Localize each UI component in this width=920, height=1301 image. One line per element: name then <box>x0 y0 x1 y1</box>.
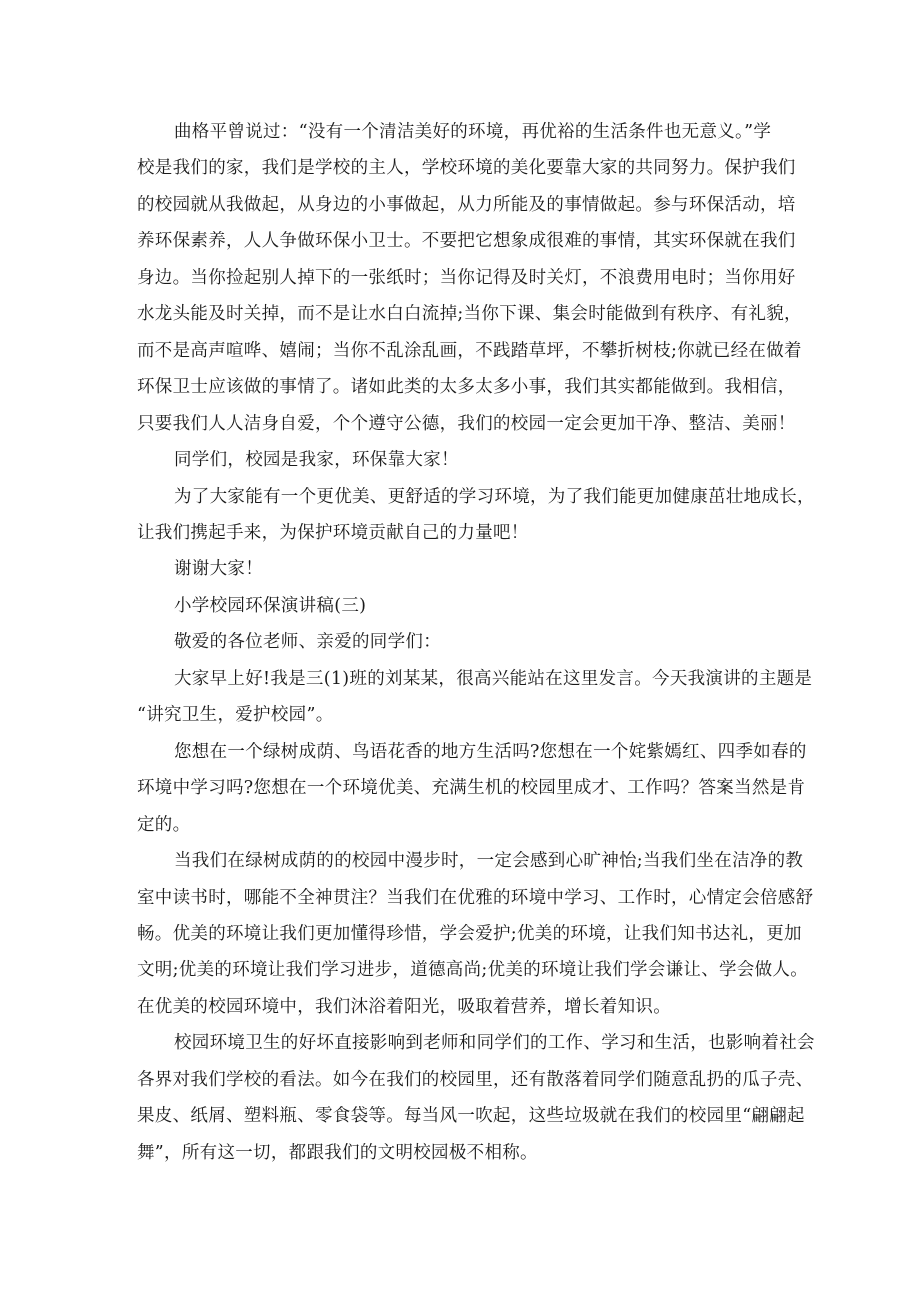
text-line: 环境中学习吗?您想在一个环境优美、充满生机的校园里成才、工作吗？答案当然是肯 <box>137 778 806 798</box>
text-line: 养环保素养，人人争做环保小卫士。不要把它想象成很难的事情，其实环保就在我们 <box>137 231 796 251</box>
text-line: 文明;优美的环境让我们学习进步，道德高尚;优美的环境让我们学会谦让、学会做人。 <box>137 960 808 980</box>
text-line: 各界对我们学校的看法。如今在我们的校园里，还有散落着同学们随意乱扔的瓜子壳、 <box>137 1070 814 1090</box>
text-line: 畅。优美的环境让我们更加懂得珍惜，学会爱护;优美的环境，让我们知书达礼，更加 <box>137 924 802 944</box>
text-line: 同学们，校园是我家，环保靠大家！ <box>174 450 459 470</box>
text-line: 在优美的校园环境中，我们沐浴着阳光，吸取着营养，增长着知识。 <box>137 997 671 1017</box>
text-line: 当我们在绿树成荫的的校园中漫步时，一定会感到心旷神怡;当我们坐在洁净的教 <box>174 851 804 871</box>
text-line: 环保卫士应该做的事情了。诸如此类的太多太多小事，我们其实都能做到。我相信， <box>137 377 796 397</box>
text-line: 的校园就从我做起，从身边的小事做起，从力所能及的事情做起。参与环保活动，培 <box>137 195 796 215</box>
section-title: 小学校园环保演讲稿(三) <box>174 596 367 616</box>
text-line: 校园环境卫生的好坏直接影响到老师和同学们的工作、学习和生活，也影响着社会 <box>174 1033 815 1053</box>
text-line: 而不是高声喧哗、嬉闹；当你不乱涂乱画，不践踏草坪，不攀折树枝;你就已经在做着 <box>137 341 802 361</box>
text-line: 定的。 <box>137 815 191 835</box>
text-line: 水龙头能及时关掉，而不是让水白白流掉;当你下课、集会时能做到有秩序、有礼貌， <box>137 304 802 324</box>
text-line: 身边。当你捡起别人掉下的一张纸时；当你记得及时关灯，不浪费用电时；当你用好 <box>137 268 796 288</box>
text-line: 敬爱的各位老师、亲爱的同学们： <box>174 632 441 652</box>
text-line: 室中读书时，哪能不全神贯注？当我们在优雅的环境中学习、工作时，心情定会倍感舒 <box>137 888 814 908</box>
text-line: 让我们携起手来，为保护环境贡献自己的力量吧！ <box>137 523 529 543</box>
text-line: 舞”，所有这一切，都跟我们的文明校园极不相称。 <box>137 1143 538 1163</box>
text-line: 只要我们人人洁身自爱，个个遵守公德，我们的校园一定会更加干净、整洁、美丽！ <box>137 414 796 434</box>
text-line: 果皮、纸屑、塑料瓶、零食袋等。每当风一吹起，这些垃圾就在我们的校园里“翩翩起 <box>137 1106 805 1126</box>
text-line: “讲究卫生，爱护校园”。 <box>137 705 334 725</box>
text-line: 为了大家能有一个更优美、更舒适的学习环境，为了我们能更加健康茁壮地成长， <box>174 487 815 507</box>
text-line: 曲格平曾说过：“没有一个清洁美好的环境，再优裕的生活条件也无意义。”学 <box>174 122 772 142</box>
text-line: 校是我们的家，我们是学校的主人，学校环境的美化要靠大家的共同努力。保护我们 <box>137 158 796 178</box>
text-line: 大家早上好!我是三(1)班的刘某某，很高兴能站在这里发言。今天我演讲的主题是 <box>174 669 813 689</box>
text-line: 谢谢大家！ <box>174 559 263 579</box>
text-line: 您想在一个绿树成荫、鸟语花香的地方生活吗?您想在一个姹紫嫣红、四季如春的 <box>174 742 807 762</box>
